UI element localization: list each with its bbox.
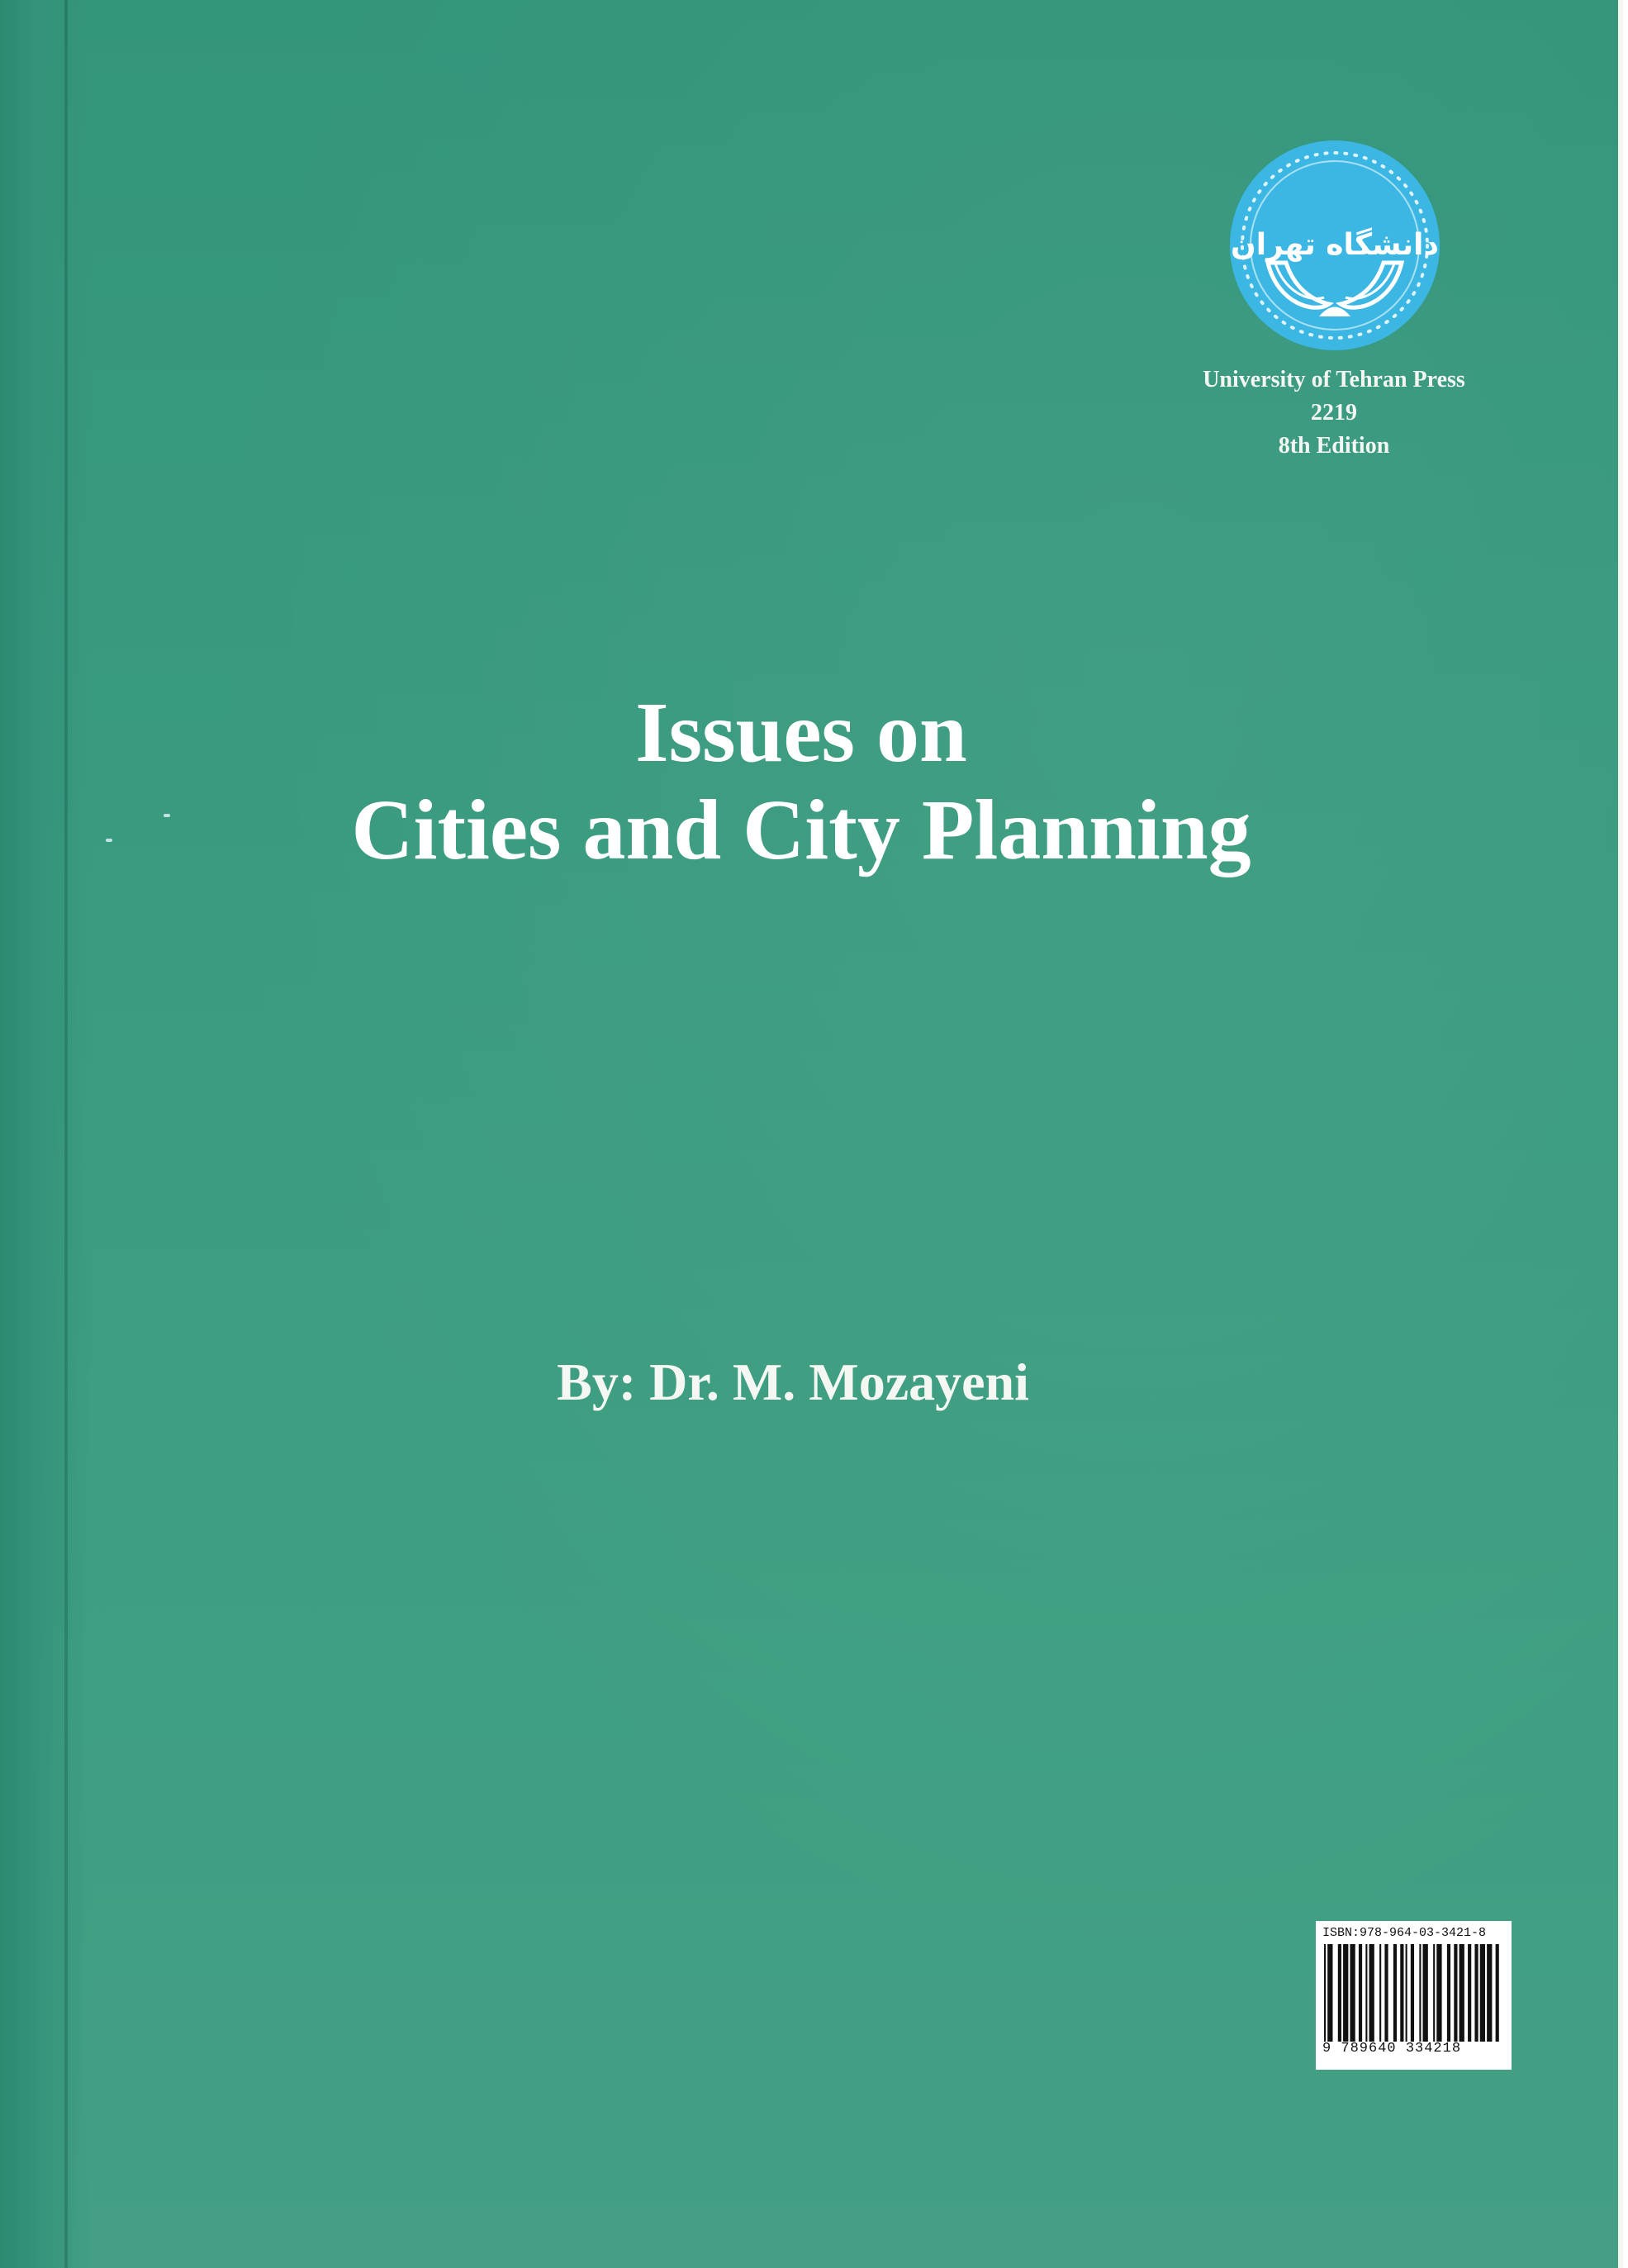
barcode-bar (1474, 1944, 1478, 2042)
barcode-bar (1433, 1944, 1435, 2042)
barcode-bar (1327, 1944, 1332, 2042)
barcode-bar (1419, 1944, 1421, 2042)
spine-shade (0, 0, 91, 2268)
barcode-bar (1496, 1944, 1499, 2042)
barcode-bar (1369, 1944, 1374, 2042)
isbn-text: ISBN:978-964-03-3421-8 (1322, 1926, 1487, 1940)
barcode-bar (1400, 1944, 1403, 2042)
barcode-digits: 9 789640 334218 (1322, 2041, 1462, 2056)
barcode-icon (1322, 1944, 1505, 2042)
barcode-bar (1487, 1944, 1492, 2042)
barcode-bar (1406, 1944, 1407, 2042)
barcode-bar (1480, 1944, 1485, 2042)
title-line-1: Issues on (635, 685, 967, 780)
spine-fold-line (64, 0, 68, 2268)
author-line: By: Dr. M. Mozayeni (557, 1353, 1029, 1411)
seal-calligraphy: دانشگاه تهران (1231, 228, 1439, 262)
barcode-bar (1350, 1944, 1355, 2042)
barcode-bar (1468, 1944, 1471, 2042)
barcode-bar (1411, 1944, 1414, 2042)
barcode-bar (1423, 1944, 1428, 2042)
barcode-bar (1447, 1944, 1450, 2042)
barcode-bar (1338, 1944, 1341, 2042)
barcode-bar (1454, 1944, 1457, 2042)
series-number: 2219 (1311, 400, 1357, 426)
barcode-bar (1365, 1944, 1367, 2042)
barcode-bar (1343, 1944, 1348, 2042)
title-line-2: Cities and City Planning (351, 782, 1251, 877)
university-seal-icon (1228, 139, 1441, 352)
barcode-bar (1379, 1944, 1381, 2042)
barcode-bar (1460, 1944, 1464, 2042)
scan-speck (106, 839, 112, 842)
barcode-bar (1393, 1944, 1397, 2042)
edition-label: 8th Edition (1278, 433, 1390, 459)
publisher-block (1140, 364, 1528, 463)
barcode-label (1316, 1921, 1512, 2070)
publisher-name: University of Tehran Press (1203, 367, 1465, 392)
barcode-bar (1384, 1944, 1388, 2042)
barcode-bar (1324, 1944, 1326, 2042)
page-edge (1618, 0, 1623, 2268)
barcode-bar (1436, 1944, 1441, 2042)
barcode-bar (1359, 1944, 1362, 2042)
book-title (165, 684, 1437, 879)
